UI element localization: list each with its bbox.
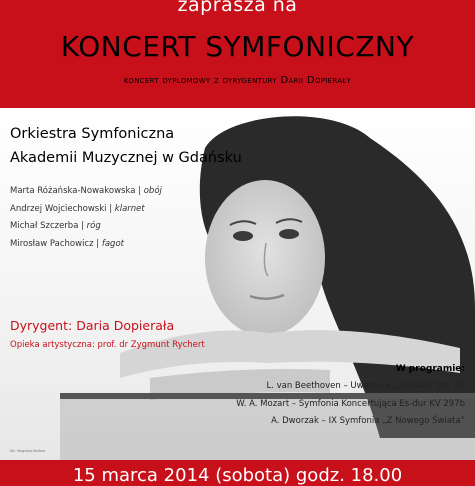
invitation-text: zaprasza na bbox=[177, 0, 298, 16]
artistic-care-line: Opieka artystyczna: prof. dr Zygmunt Rychert bbox=[10, 340, 205, 350]
orchestra-line-1: Orkiestra Symfoniczna bbox=[10, 126, 175, 142]
program-heading: W programie: bbox=[395, 364, 465, 374]
soloist-instrument: fagot bbox=[101, 238, 124, 249]
soloist-item bbox=[10, 183, 162, 201]
orchestra-name bbox=[10, 122, 242, 170]
program-item: L. van Beethoven – Uwertura „Coriolan” op. 62 bbox=[266, 381, 465, 391]
program-item: W. A. Mozart – Symfonia Koncertująca Es-dur KV 297b bbox=[236, 398, 465, 409]
event-date: 15 marca 2014 (sobota) godz. 18.00 bbox=[72, 465, 403, 486]
soloist-item bbox=[10, 236, 162, 254]
soloists-list bbox=[10, 183, 162, 253]
photo-credit: fot. Magdala Kozłow bbox=[10, 449, 46, 453]
poster-body bbox=[0, 108, 475, 460]
soloist-item bbox=[10, 218, 162, 236]
soloist-name: Michał Szczerba | bbox=[10, 221, 87, 231]
concert-subtitle: koncert dyplomowy z dyrygentury Darii Dopierały bbox=[123, 75, 352, 86]
orchestra-line-2: Akademii Muzycznej w Gdańsku bbox=[10, 150, 242, 166]
conductor-line: Dyrygent: Daria Dopierała bbox=[10, 318, 175, 333]
soloist-instrument: róg bbox=[86, 221, 101, 231]
concert-title: KONCERT SYMFONICZNY bbox=[60, 30, 415, 63]
poster-footer bbox=[0, 460, 475, 486]
soloist-name: Mirosław Pachowicz | bbox=[10, 238, 102, 249]
soloist-instrument: klarnet bbox=[114, 203, 145, 214]
poster-header bbox=[0, 0, 475, 108]
program-item: A. Dworzak – IX Symfonia „Z Nowego Świata” bbox=[271, 416, 465, 426]
program-list bbox=[236, 378, 465, 431]
soloist-item bbox=[10, 201, 162, 219]
soloist-name: Andrzej Wojciechowski | bbox=[10, 203, 115, 214]
soloist-instrument: obój bbox=[143, 186, 162, 196]
soloist-name: Marta Różańska-Nowakowska | bbox=[10, 186, 144, 196]
